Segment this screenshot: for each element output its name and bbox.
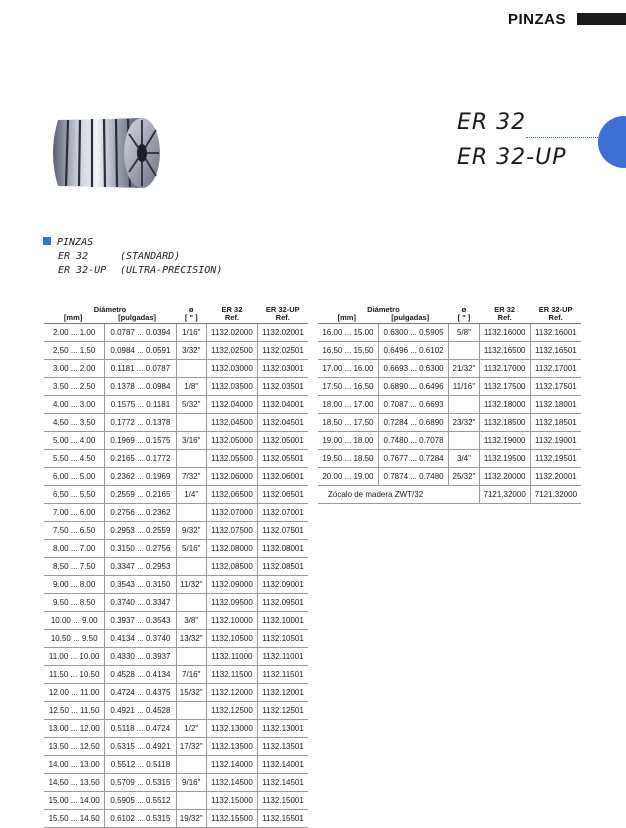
cell-er32-ref: 1132.08500 (206, 558, 257, 576)
cell-mm: 9.00 ... 8.00 (44, 576, 105, 594)
cell-er32up-ref: 1132.07001 (257, 504, 308, 522)
cell-fraction: 1/4" (176, 486, 206, 504)
cell-inch: 0.7874 ... 0.7480 (378, 468, 449, 486)
cell-fraction (176, 504, 206, 522)
table-row (44, 720, 308, 738)
cell-fraction: 25/32" (449, 468, 479, 486)
cell-er32up-ref: 1132.20001 (530, 468, 581, 486)
table-row (44, 684, 308, 702)
cell-fraction: 1/8" (176, 378, 206, 396)
table-row (44, 702, 308, 720)
cell-er32-ref: 1132.05000 (206, 432, 257, 450)
cell-inch: 0.6890 ... 0.6496 (378, 378, 449, 396)
table-row (44, 576, 308, 594)
cell-er32-ref: 1132.18000 (479, 396, 530, 414)
variant-desc: (ULTRA-PRECISION) (120, 265, 223, 276)
cell-inch: 0.1772 ... 0.1378 (105, 414, 176, 432)
cell-mm: 20.00 ... 19.00 (318, 468, 378, 486)
cell-er32-ref: 1132.08000 (206, 540, 257, 558)
table-row (44, 666, 308, 684)
cell-er32up-ref: 1132.02001 (257, 324, 308, 342)
cell-er32-ref: 1132.17500 (479, 378, 530, 396)
cell-fraction: 13/32" (176, 630, 206, 648)
cell-er32up-ref: 1132.11001 (257, 648, 308, 666)
cell-mm: 8.50 ... 7.50 (44, 558, 105, 576)
table-row (44, 360, 308, 378)
cell-er32-ref: 1132.10500 (206, 630, 257, 648)
cell-inch: 0.4134 ... 0.3740 (105, 630, 176, 648)
cell-inch: 0.2756 ... 0.2362 (105, 504, 176, 522)
cell-er32-ref: 1132.15500 (206, 810, 257, 828)
cell-fraction: 5/32" (176, 396, 206, 414)
header-er32: ER 32 Ref. (479, 305, 530, 324)
cell-er32-ref: 1132.02500 (206, 342, 257, 360)
cell-er32up-ref: 1132.04001 (257, 396, 308, 414)
cell-fraction (176, 594, 206, 612)
cell-mm: 14.50 ... 13.50 (44, 774, 105, 792)
table-row (44, 342, 308, 360)
cell-inch: 0.2362 ... 0.1969 (105, 468, 176, 486)
cell-mm: 5.50 ... 4.50 (44, 450, 105, 468)
table-row (44, 414, 308, 432)
cell-fraction: 1/16" (176, 324, 206, 342)
variant-name: ER 32-UP (58, 265, 107, 276)
variant-desc: (STANDARD) (120, 251, 181, 262)
cell-fraction (176, 756, 206, 774)
cell-mm: 15.50 ... 14.50 (44, 810, 105, 828)
cell-er32-ref: 1132.17000 (479, 360, 530, 378)
cell-inch: 0.1181 ... 0.0787 (105, 360, 176, 378)
cell-mm: 11.50 ... 10.50 (44, 666, 105, 684)
cell-mm: 12.50 ... 11.50 (44, 702, 105, 720)
table-row (44, 594, 308, 612)
cell-mm: 14.00 ... 13.00 (44, 756, 105, 774)
header-bar (577, 13, 626, 25)
cell-er32up-ref: 1132.09501 (257, 594, 308, 612)
cell-inch: 0.7677 ... 0.7284 (378, 450, 449, 468)
cell-er32up-ref: 1132.09001 (257, 576, 308, 594)
table-row (44, 468, 308, 486)
cell-fraction (176, 702, 206, 720)
cell-er32-ref: 1132.05500 (206, 450, 257, 468)
cell-fraction (449, 342, 479, 360)
header-er32: ER 32 Ref. (206, 305, 257, 324)
table-header (44, 305, 308, 324)
cell-fraction: 11/32" (176, 576, 206, 594)
cell-er32-ref: 1132.06500 (206, 486, 257, 504)
cell-mm: 17.00 ... 16.00 (318, 360, 378, 378)
table-row (44, 486, 308, 504)
cell-er32-ref: 1132.13000 (206, 720, 257, 738)
cell-mm: 8.00 ... 7.00 (44, 540, 105, 558)
cell-inch: 0.5905 ... 0.5512 (105, 792, 176, 810)
cell-er32-ref: 1132.19000 (479, 432, 530, 450)
cell-er32up-ref: 1132.12501 (257, 702, 308, 720)
table-row (44, 522, 308, 540)
cell-mm: 15.00 ... 14.00 (44, 792, 105, 810)
table-row (44, 558, 308, 576)
cell-er32-ref: 1132.19500 (479, 450, 530, 468)
cell-er32up-ref: 1132.03001 (257, 360, 308, 378)
cell-er32-ref: 1132.15000 (206, 792, 257, 810)
cell-fraction (176, 792, 206, 810)
header-diameter: Diámetro [mm] [pulgadas] (44, 305, 176, 324)
cell-inch: 0.3150 ... 0.2756 (105, 540, 176, 558)
cell-mm: 4.50 ... 3.50 (44, 414, 105, 432)
cell-fraction (176, 450, 206, 468)
cell-fraction: 21/32" (449, 360, 479, 378)
cell-er32-ref: 1132.10000 (206, 612, 257, 630)
cell-inch: 0.5118 ... 0.4724 (105, 720, 176, 738)
cell-er32up-ref: 1132.14001 (257, 756, 308, 774)
cell-er32-ref: 1132.11000 (206, 648, 257, 666)
product-description (43, 236, 222, 278)
cell-fraction: 5/8" (449, 324, 479, 342)
cell-er32up-ref: 1132.18501 (530, 414, 581, 432)
cell-inch: 0.7284 ... 0.6890 (378, 414, 449, 432)
cell-inch: 0.6300 ... 0.5905 (378, 324, 449, 342)
cell-er32up-ref: 1132.05001 (257, 432, 308, 450)
cell-er32up-ref: 1132.10001 (257, 612, 308, 630)
cell-er32up-ref: 1132.08501 (257, 558, 308, 576)
cell-inch: 0.1378 ... 0.0984 (105, 378, 176, 396)
table-row (44, 378, 308, 396)
cell-mm: 16.50 ... 15.50 (318, 342, 378, 360)
cell-fraction: 5/16" (176, 540, 206, 558)
cell-mm: 13.50 ... 12.50 (44, 738, 105, 756)
table-row (318, 360, 581, 378)
cell-er32-ref: 1132.09500 (206, 594, 257, 612)
cell-mm: 7.00 ... 6.00 (44, 504, 105, 522)
cell-er32up-ref: 1132.17001 (530, 360, 581, 378)
table-row (44, 738, 308, 756)
cell-er32-ref: 1132.14500 (206, 774, 257, 792)
table-row (318, 432, 581, 450)
cell-mm: 18.50 ... 17.50 (318, 414, 378, 432)
cell-fraction: 11/16" (449, 378, 479, 396)
cell-mm: 10.50 ... 9.50 (44, 630, 105, 648)
cell-inch: 0.6496 ... 0.6102 (378, 342, 449, 360)
cell-fraction (449, 396, 479, 414)
table-row (44, 630, 308, 648)
cell-fraction: 3/32" (176, 342, 206, 360)
cell-er32-ref: 1132.03500 (206, 378, 257, 396)
table-row (44, 540, 308, 558)
cell-er32up-ref: 1132.14501 (257, 774, 308, 792)
cell-er32up-ref: 1132.18001 (530, 396, 581, 414)
cell-inch: 0.2953 ... 0.2559 (105, 522, 176, 540)
cell-inch: 0.0984 ... 0.0591 (105, 342, 176, 360)
header-er32up: ER 32-UP Ref. (257, 305, 308, 324)
cell-er32-ref: 1132.06000 (206, 468, 257, 486)
cell-inch: 0.6693 ... 0.6300 (378, 360, 449, 378)
cell-fraction: 3/16" (176, 432, 206, 450)
cell-er32up-ref: 1132.16001 (530, 324, 581, 342)
table-row (318, 378, 581, 396)
model-title-er32up: ER 32-UP (457, 145, 567, 170)
cell-er32up-ref: 1132.13501 (257, 738, 308, 756)
cell-mm: 5.00 ... 4.00 (44, 432, 105, 450)
cell-mm: 3.50 ... 2.50 (44, 378, 105, 396)
cell-er32up-ref: 1132.10501 (257, 630, 308, 648)
header-phi: ø [ " ] (176, 305, 206, 324)
table-row (44, 756, 308, 774)
cell-inch: 0.2559 ... 0.2165 (105, 486, 176, 504)
cell-er32up-ref: 1132.02501 (257, 342, 308, 360)
cell-inch: 0.4330 ... 0.3937 (105, 648, 176, 666)
cell-er32up-ref: 1132.15501 (257, 810, 308, 828)
cell-er32up-ref: 1132.13001 (257, 720, 308, 738)
cell-er32-ref: 1132.07500 (206, 522, 257, 540)
cell-er32-ref: 1132.11500 (206, 666, 257, 684)
table-row (44, 774, 308, 792)
cell-fraction: 9/16" (176, 774, 206, 792)
blue-square-bullet-icon (43, 237, 51, 245)
table-row-wooden-base (318, 486, 581, 504)
cell-fraction: 9/32" (176, 522, 206, 540)
cell-er32up-ref: 1132.19001 (530, 432, 581, 450)
cell-mm: 2.50 ... 1.50 (44, 342, 105, 360)
cell-er32up-ref: 1132.03501 (257, 378, 308, 396)
cell-er32up-ref: 1132.04501 (257, 414, 308, 432)
cell-er32up-ref: 1132.07501 (257, 522, 308, 540)
cell-inch: 0.7480 ... 0.7078 (378, 432, 449, 450)
cell-er32-ref: 1132.18500 (479, 414, 530, 432)
cell-fraction (176, 648, 206, 666)
cell-fraction: 17/32" (176, 738, 206, 756)
cell-mm: 4.00 ... 3.00 (44, 396, 105, 414)
cell-inch: 0.3937 ... 0.3543 (105, 612, 176, 630)
cell-er32-ref: 1132.04500 (206, 414, 257, 432)
cell-er32-ref: 1132.12500 (206, 702, 257, 720)
cell-fraction: 7/16" (176, 666, 206, 684)
page-header-title: PINZAS (508, 11, 567, 28)
cell-inch: 0.3347 ... 0.2953 (105, 558, 176, 576)
cell-er32up-ref: 1132.05501 (257, 450, 308, 468)
cell-fraction: 19/32" (176, 810, 206, 828)
cell-fraction: 7/32" (176, 468, 206, 486)
header-diameter: Diámetro [mm] [pulgadas] (318, 305, 449, 324)
cell-inch: 0.0787 ... 0.0394 (105, 324, 176, 342)
cell-mm: 16.00 ... 15.00 (318, 324, 378, 342)
table-row (44, 324, 308, 342)
cell-label: Zócalo de madera ZWT/32 (318, 486, 479, 504)
header-er32up: ER 32-UP Ref. (530, 305, 581, 324)
cell-er32up-ref: 1132.08001 (257, 540, 308, 558)
cell-er32-ref: 1132.16000 (479, 324, 530, 342)
cell-er32-ref: 1132.16500 (479, 342, 530, 360)
cell-inch: 0.2165 ... 0.1772 (105, 450, 176, 468)
table-row (44, 648, 308, 666)
model-title-er32: ER 32 (457, 110, 527, 135)
table-row (318, 324, 581, 342)
cell-mm: 13.00 ... 12.00 (44, 720, 105, 738)
cell-er32-ref: 1132.09000 (206, 576, 257, 594)
cell-fraction: 15/32" (176, 684, 206, 702)
cell-inch: 0.7087 ... 0.6693 (378, 396, 449, 414)
table-row (318, 396, 581, 414)
cell-inch: 0.4724 ... 0.4375 (105, 684, 176, 702)
cell-mm: 6.50 ... 5.50 (44, 486, 105, 504)
dotted-divider (526, 137, 598, 138)
cell-inch: 0.4921 ... 0.4528 (105, 702, 176, 720)
header-phi: ø [ " ] (449, 305, 479, 324)
collet-table-left (44, 305, 308, 828)
cell-er32-ref: 1132.02000 (206, 324, 257, 342)
cell-er32up-ref: 1132.15001 (257, 792, 308, 810)
table-row (44, 432, 308, 450)
cell-mm: 18.00 ... 17.00 (318, 396, 378, 414)
blue-tab-circle (598, 116, 626, 168)
cell-er32up-ref: 1132.06501 (257, 486, 308, 504)
table-row (44, 396, 308, 414)
cell-mm: 17.50 ... 16.50 (318, 378, 378, 396)
cell-er32-ref: 7121.32000 (479, 486, 530, 504)
table-row (44, 810, 308, 828)
cell-fraction (449, 432, 479, 450)
cell-inch: 0.5512 ... 0.5118 (105, 756, 176, 774)
table-row (318, 342, 581, 360)
table-row (44, 612, 308, 630)
cell-mm: 11.00 ... 10.00 (44, 648, 105, 666)
cell-fraction (176, 360, 206, 378)
collet-image (44, 112, 162, 194)
section-title: PINZAS (57, 237, 94, 248)
cell-mm: 19.50 ... 18.50 (318, 450, 378, 468)
cell-inch: 0.5709 ... 0.5315 (105, 774, 176, 792)
cell-mm: 12.00 ... 11.00 (44, 684, 105, 702)
cell-fraction: 3/4" (449, 450, 479, 468)
cell-fraction: 23/32" (449, 414, 479, 432)
cell-inch: 0.5315 ... 0.4921 (105, 738, 176, 756)
table-row (44, 792, 308, 810)
cell-er32up-ref: 1132.11501 (257, 666, 308, 684)
table-row (318, 450, 581, 468)
table-row (318, 468, 581, 486)
cell-er32up-ref: 1132.17501 (530, 378, 581, 396)
cell-inch: 0.3543 ... 0.3150 (105, 576, 176, 594)
cell-er32up-ref: 7121.32000 (530, 486, 581, 504)
cell-fraction: 3/8" (176, 612, 206, 630)
cell-er32-ref: 1132.13500 (206, 738, 257, 756)
collet-table-right (318, 305, 581, 504)
cell-er32-ref: 1132.03000 (206, 360, 257, 378)
cell-er32-ref: 1132.12000 (206, 684, 257, 702)
variant-name: ER 32 (58, 251, 89, 262)
cell-inch: 0.3740 ... 0.3347 (105, 594, 176, 612)
cell-er32up-ref: 1132.19501 (530, 450, 581, 468)
cell-er32up-ref: 1132.16501 (530, 342, 581, 360)
cell-er32-ref: 1132.07000 (206, 504, 257, 522)
table-row (318, 414, 581, 432)
cell-mm: 2.00 ... 1.00 (44, 324, 105, 342)
table-header (318, 305, 581, 324)
cell-fraction (176, 558, 206, 576)
cell-inch: 0.6102 ... 0.5315 (105, 810, 176, 828)
cell-inch: 0.1575 ... 0.1181 (105, 396, 176, 414)
cell-mm: 9.50 ... 8.50 (44, 594, 105, 612)
cell-er32-ref: 1132.20000 (479, 468, 530, 486)
table-row (44, 504, 308, 522)
cell-er32-ref: 1132.04000 (206, 396, 257, 414)
cell-inch: 0.1969 ... 0.1575 (105, 432, 176, 450)
cell-fraction: 1/2" (176, 720, 206, 738)
cell-mm: 3.00 ... 2.00 (44, 360, 105, 378)
cell-mm: 6.00 ... 5.00 (44, 468, 105, 486)
cell-fraction (176, 414, 206, 432)
cell-mm: 19.00 ... 18.00 (318, 432, 378, 450)
cell-er32up-ref: 1132.12001 (257, 684, 308, 702)
cell-er32-ref: 1132.14000 (206, 756, 257, 774)
cell-mm: 7.50 ... 6.50 (44, 522, 105, 540)
cell-er32up-ref: 1132.06001 (257, 468, 308, 486)
cell-inch: 0.4528 ... 0.4134 (105, 666, 176, 684)
cell-mm: 10.00 ... 9.00 (44, 612, 105, 630)
table-row (44, 450, 308, 468)
